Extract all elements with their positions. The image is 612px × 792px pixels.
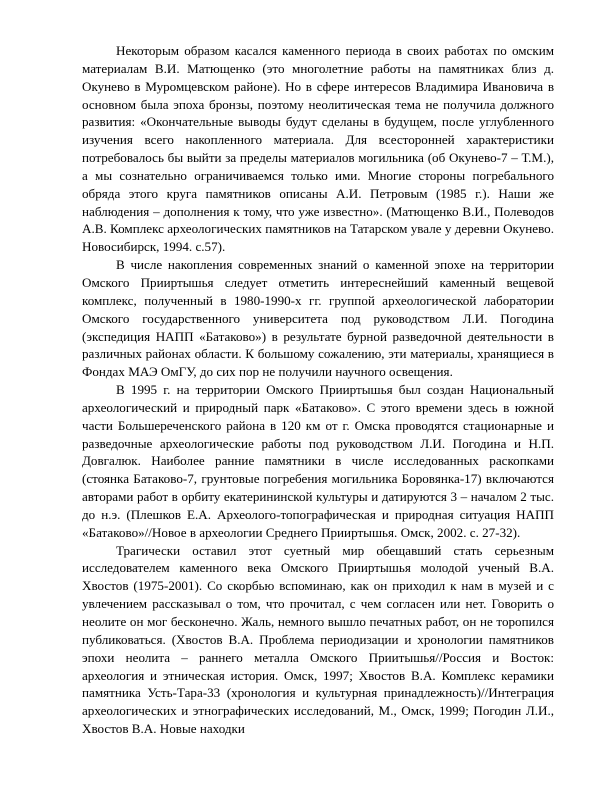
paragraph-batakovo-park: В 1995 г. на территории Омского Прииртышья был создан Национальный археологический и природный парк «Батаково». С этого времени здесь в южной части Большереченского района в 120 км от г. Омска проводятся стационарные и разведочные археологические работы под руководством Л.И. Погодина и Н.П. Довгалюк. Наиболее ранние памятники в числе исследованных раскопками (стоянка Батаково-7, грунтовые погребения могильника Боровянка-17) включаются авторами работ в орбиту екатерининской культуры и датируются 3 – началом 2 тыс. до н.э. (Плешков Е.А. Археолого-топографическая и природная ситуация НАПП «Батаково»//Новое в археологии Среднего Прииртышья. Омск, 2002. с. 27-32). (82, 382, 554, 540)
body-text (82, 42, 554, 738)
paragraph-khvostov: Трагически оставил этот суетный мир обещавший стать серьезным исследователем каменного века Омского Прииртышья молодой ученый В.А. Хвостов (1975-2001). Со скорбью вспоминаю, как он приходил к нам в музей и с увлечением рассказывал о том, что прочитал, с чем согласен или нет. Говорить о неолите он мог бесконечно. Жаль, немного вышло печатных работ, он не торопился публиковаться. (Хвостов В.А. Проблема периодизации и хронологии памятников эпохи неолита – раннего металла Омского Приитышья//Россия и Восток: археология и этническая история. Омск, 1997; Хвостов В.А. Комплекс керамики памятника Усть-Тара-33 (хронология и культурная принадлежность)//Интеграция археологических и этнографических исследований, М., Омск, 1999; Погодин Л.И., Хвостов В.А. Новые находки (82, 542, 554, 737)
paragraph-omsk-university-complex: В числе накопления современных знаний о каменной эпохе на территории Омского Прииртышья следует отметить интереснейший каменный вещевой комплекс, полученный в 1980-1990-х гг. группой археологической лаборатории Омского государственного университета под руководством Л.И. Погодина (экспедиция НАПП «Батаково») в результате бурной разведочной деятельности в различных районах области. К большому сожалению, эти материалы, хранящиеся в Фондах МАЭ ОмГУ, до сих пор не получили научного освещения. (82, 257, 554, 380)
paragraph-matyushchenko: Некоторым образом касался каменного периода в своих работах по омским материалам В.И. Матющенко (это многолетние работы на памятниках близ д. Окунево в Муромцевском районе). Но в сфере интересов Владимира Ивановича в основном была эпоха бронзы, поэтому неолитическая тема не получила должного развития: «Окончательные выводы будут сделаны в будущем, после углубленного изучения всего накопленного материала. Для всесторонней характеристики потребовалось бы выйти за пределы материалов могильника (об Окунево-7 – Т.М.), а мы сознательно ограничиваемся только ими. Многие стороны погребального обряда этого круга памятников описаны А.И. Петровым (1985 г.). Наши же наблюдения – дополнения к тому, что уже известно». (Матющенко В.И., Полеводов А.В. Комплекс археологических памятников на Татарском увале у деревни Окунево. Новосибирск, 1994. с.57). (82, 43, 554, 255)
